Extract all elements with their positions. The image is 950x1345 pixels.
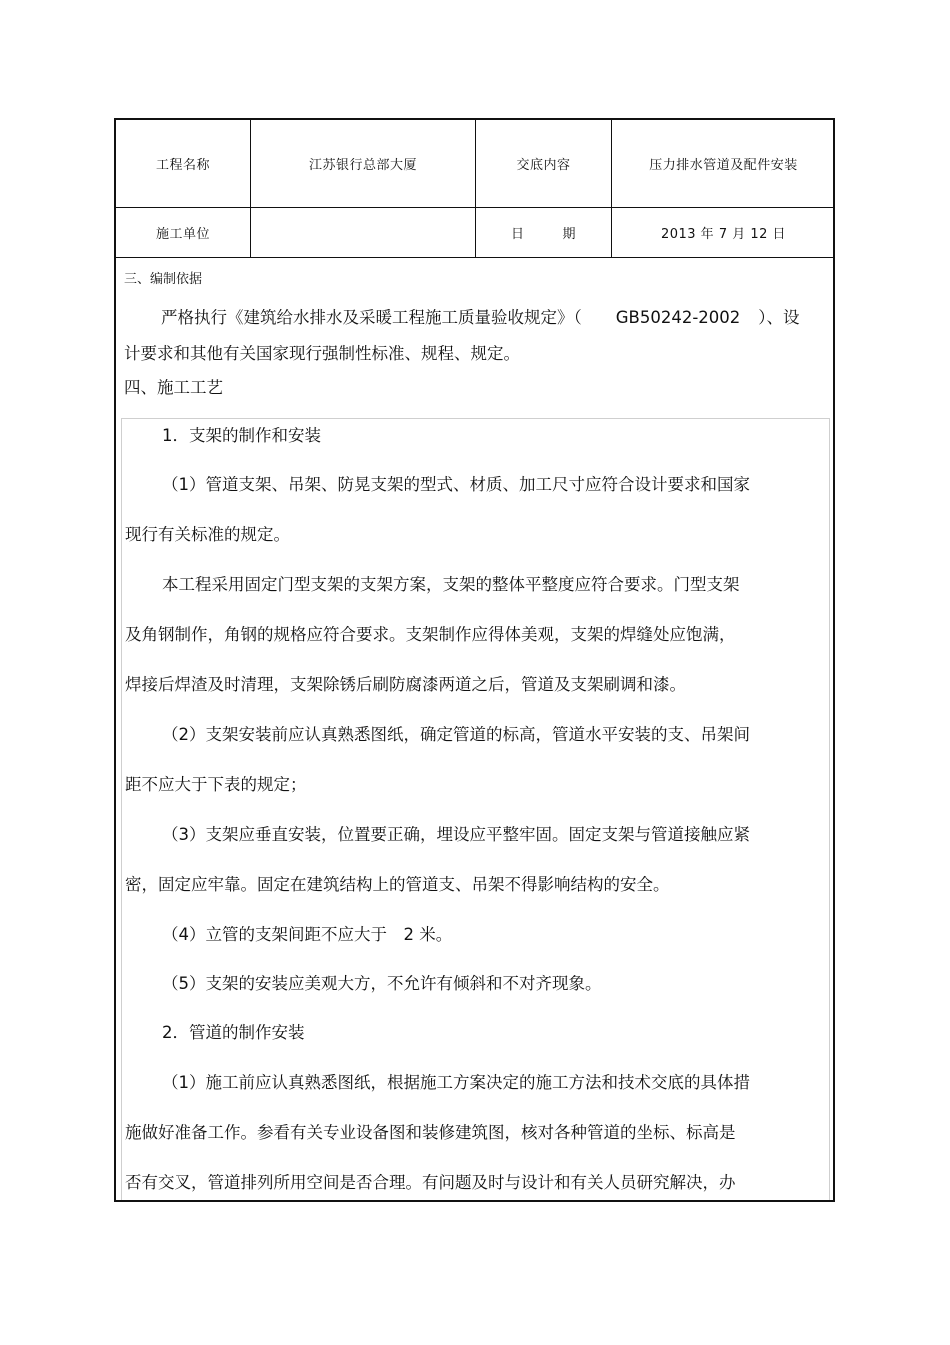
process-line: （1）施工前应认真熟悉图纸，根据施工方案决定的施工方法和技术交底的具体措	[162, 1073, 750, 1092]
date-label-char-1: 日	[510, 227, 525, 242]
process-line: 距不应大于下表的规定；	[125, 775, 307, 794]
process-line: 本工程采用固定门型支架的支架方案，支架的整体平整度应符合要求。门型支架	[162, 575, 740, 594]
unit-value	[251, 208, 475, 257]
process-line: 1．支架的制作和安装	[162, 426, 321, 445]
process-line: （5）支架的安装应美观大方，不允许有倾斜和不对齐现象。	[162, 974, 602, 993]
disclosure-form	[114, 118, 835, 1202]
content-label: 交底内容	[516, 158, 571, 173]
section3-standard-code: GB50242-2002	[615, 308, 741, 327]
process-line: （4）立管的支架间距不应大于 2 米。	[162, 925, 453, 944]
process-line: （1）管道支架、吊架、防晃支架的型式、材质、加工尺寸应符合设计要求和国家	[162, 475, 750, 494]
section3-line1-a: 严格执行《建筑给水排水及采暖工程施工质量验收规定》（	[161, 308, 582, 327]
project-name-value: 江苏银行总部大厦	[308, 158, 417, 173]
process-line: 焊接后焊渣及时清理，支架除锈后刷防腐漆两道之后，管道及支架刷调和漆。	[125, 675, 686, 694]
date-label	[476, 208, 611, 257]
process-line: （2）支架安装前应认真熟悉图纸，确定管道的标高，管道水平安装的支、吊架间	[162, 725, 750, 744]
process-line: 施做好准备工作。参看有关专业设备图和装修建筑图，核对各种管道的坐标、标高是	[125, 1123, 736, 1142]
section3-line-2: 计要求和其他有关国家现行强制性标准、规程、规定。	[124, 344, 520, 363]
process-line: 密，固定应牢靠。固定在建筑结构上的管道支、吊架不得影响结构的安全。	[125, 875, 670, 894]
unit-label: 施工单位	[155, 227, 210, 242]
project-name-label: 工程名称	[155, 158, 210, 173]
section3-title: 三、编制依据	[124, 272, 203, 287]
date-value: 2013 年 7 月 12 日	[660, 227, 787, 242]
process-line: （3）支架应垂直安装，位置要正确，埋设应平整牢固。固定支架与管道接触应紧	[162, 825, 750, 844]
process-line: 否有交叉，管道排列所用空间是否合理。有问题及时与设计和有关人员研究解决，办	[125, 1173, 736, 1192]
section3-line-1	[124, 300, 829, 336]
section3-line1-b: ）、设	[758, 308, 800, 327]
content-value: 压力排水管道及配件安装	[649, 158, 798, 173]
section3-body	[124, 300, 829, 372]
section4-body	[121, 418, 830, 1202]
process-line: 及角钢制作，角钢的规格应符合要求。支架制作应得体美观，支架的焊缝处应饱满，	[125, 625, 736, 644]
date-label-char-2: 期	[562, 227, 577, 242]
process-line: 2．管道的制作安装	[162, 1023, 305, 1042]
process-line: 现行有关标准的规定。	[125, 525, 290, 544]
section4-title: 四、施工工艺	[124, 378, 223, 397]
